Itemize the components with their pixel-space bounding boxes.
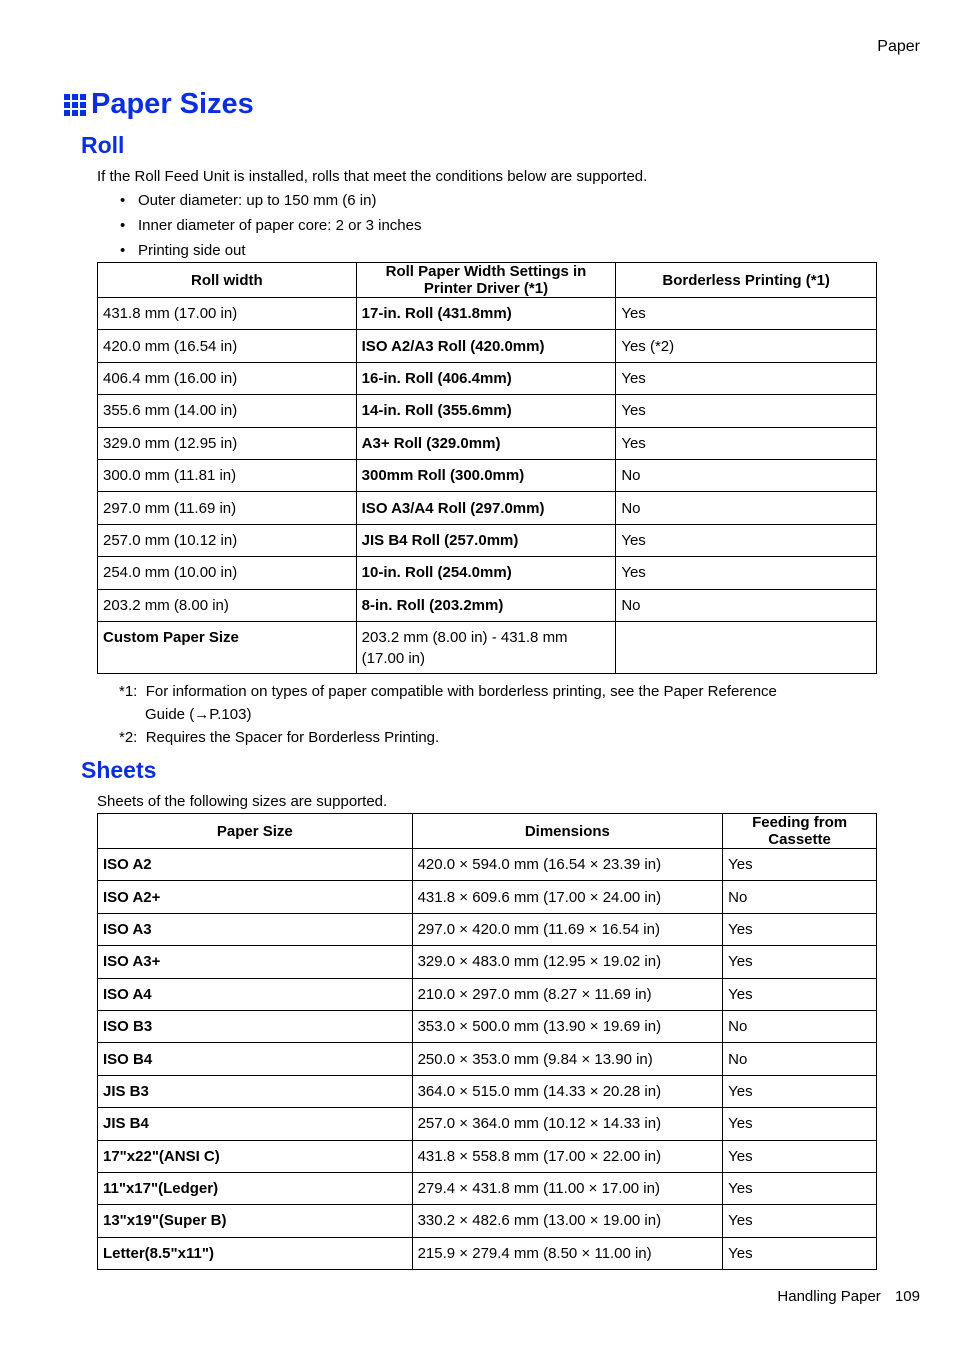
table-row: [98, 589, 877, 621]
table-cell: 250.0 × 353.0 mm (9.84 × 13.90 in): [412, 1043, 723, 1075]
table-cell: No: [616, 589, 877, 621]
table-cell: Yes: [723, 1108, 877, 1140]
list-item: • Printing side out: [120, 242, 246, 259]
table-cell: ISO A3/A4 Roll (297.0mm): [356, 492, 616, 524]
table-row: [98, 492, 877, 524]
table-cell: Yes: [616, 557, 877, 589]
column-header: Roll Paper Width Settings in Printer Driver (*1): [356, 263, 616, 298]
table-row: [98, 1172, 877, 1204]
table-cell: ISO B4: [98, 1043, 413, 1075]
table-cell: No: [616, 492, 877, 524]
footnote-1: *1: For information on types of paper compatible with borderless printing, see the Paper Reference: [119, 683, 777, 700]
table-cell: JIS B4 Roll (257.0mm): [356, 524, 616, 556]
table-cell: ISO A3+: [98, 946, 413, 978]
table-cell: JIS B3: [98, 1075, 413, 1107]
table-cell: No: [616, 459, 877, 491]
sheets-heading: Sheets: [81, 757, 157, 783]
table-cell: Yes: [723, 913, 877, 945]
page-title-text: Paper Sizes: [91, 88, 254, 120]
table-cell: Yes: [723, 978, 877, 1010]
table-cell: 215.9 × 279.4 mm (8.50 × 11.00 in): [412, 1237, 723, 1269]
table-header-row: [98, 814, 877, 849]
table-row-custom: [98, 621, 877, 673]
table-cell: [616, 621, 877, 673]
table-cell: Yes: [723, 1140, 877, 1172]
table-cell: Yes (*2): [616, 330, 877, 362]
column-header: Paper Size: [98, 814, 413, 849]
table-cell: 431.8 × 609.6 mm (17.00 × 24.00 in): [412, 881, 723, 913]
table-row: [98, 913, 877, 945]
table-cell: No: [723, 1043, 877, 1075]
table-cell: ISO A2+: [98, 881, 413, 913]
table-row: [98, 1010, 877, 1042]
roll-table: [97, 262, 877, 674]
column-header: Dimensions: [412, 814, 723, 849]
page-footer: [777, 1288, 920, 1305]
page-number: 109: [894, 1288, 920, 1305]
roll-intro: If the Roll Feed Unit is installed, rolls that meet the conditions below are supported.: [97, 168, 648, 185]
table-row: [98, 362, 877, 394]
column-header: Feeding from Cassette: [723, 814, 877, 849]
table-cell: No: [723, 1010, 877, 1042]
list-item: • Inner diameter of paper core: 2 or 3 inches: [120, 217, 422, 234]
table-cell: 300mm Roll (300.0mm): [356, 459, 616, 491]
table-cell: 300.0 mm (11.81 in): [98, 459, 357, 491]
footnote-2: *2: Requires the Spacer for Borderless Printing.: [119, 729, 440, 746]
table-row: [98, 524, 877, 556]
table-cell: 17"x22"(ANSI C): [98, 1140, 413, 1172]
table-cell: Letter(8.5"x11"): [98, 1237, 413, 1269]
table-cell: ISO A4: [98, 978, 413, 1010]
table-cell: 364.0 × 515.0 mm (14.33 × 20.28 in): [412, 1075, 723, 1107]
table-row: [98, 1205, 877, 1237]
grid-icon: [64, 94, 86, 116]
column-header: Borderless Printing (*1): [616, 263, 877, 298]
table-cell: 13"x19"(Super B): [98, 1205, 413, 1237]
table-row: [98, 978, 877, 1010]
table-cell: 254.0 mm (10.00 in): [98, 557, 357, 589]
page-title: [64, 88, 254, 121]
roll-conditions-list: [97, 190, 422, 265]
table-cell: 11"x17"(Ledger): [98, 1172, 413, 1204]
table-cell: Yes: [723, 1075, 877, 1107]
table-cell: 329.0 mm (12.95 in): [98, 427, 357, 459]
table-row: [98, 881, 877, 913]
table-cell: 14-in. Roll (355.6mm): [356, 395, 616, 427]
table-cell: 431.8 × 558.8 mm (17.00 × 22.00 in): [412, 1140, 723, 1172]
table-cell: Yes: [723, 946, 877, 978]
table-cell: Yes: [723, 1172, 877, 1204]
table-cell: 353.0 × 500.0 mm (13.90 × 19.69 in): [412, 1010, 723, 1042]
footer-section: Handling Paper: [777, 1288, 881, 1305]
table-row: [98, 557, 877, 589]
table-cell: 420.0 × 594.0 mm (16.54 × 23.39 in): [412, 849, 723, 881]
table-row: [98, 849, 877, 881]
footnote-1-cont: Guide (→P.103): [145, 706, 252, 723]
table-cell: 257.0 mm (10.12 in): [98, 524, 357, 556]
table-cell: ISO B3: [98, 1010, 413, 1042]
table-cell: Yes: [723, 1237, 877, 1269]
table-row: [98, 395, 877, 427]
table-row: [98, 459, 877, 491]
table-header-row: [98, 263, 877, 298]
table-cell: Yes: [616, 524, 877, 556]
table-cell: JIS B4: [98, 1108, 413, 1140]
sheets-table: [97, 813, 877, 1270]
table-cell: Yes: [616, 298, 877, 330]
table-cell: Yes: [616, 427, 877, 459]
table-cell: Yes: [616, 362, 877, 394]
table-row: [98, 1075, 877, 1107]
table-cell: 10-in. Roll (254.0mm): [356, 557, 616, 589]
table-cell: ISO A2/A3 Roll (420.0mm): [356, 330, 616, 362]
table-cell: ISO A2: [98, 849, 413, 881]
sheets-intro: Sheets of the following sizes are supported.: [97, 793, 388, 810]
table-cell: 16-in. Roll (406.4mm): [356, 362, 616, 394]
table-cell: 355.6 mm (14.00 in): [98, 395, 357, 427]
table-row: [98, 1140, 877, 1172]
table-cell: 297.0 mm (11.69 in): [98, 492, 357, 524]
table-row: [98, 427, 877, 459]
table-cell: Yes: [723, 1205, 877, 1237]
table-cell: ISO A3: [98, 913, 413, 945]
table-cell: Yes: [723, 849, 877, 881]
table-cell: 17-in. Roll (431.8mm): [356, 298, 616, 330]
table-row: [98, 1237, 877, 1269]
column-header: Roll width: [98, 263, 357, 298]
table-cell: 279.4 × 431.8 mm (11.00 × 17.00 in): [412, 1172, 723, 1204]
table-cell: 431.8 mm (17.00 in): [98, 298, 357, 330]
table-row: [98, 330, 877, 362]
table-cell: No: [723, 881, 877, 913]
table-cell: A3+ Roll (329.0mm): [356, 427, 616, 459]
table-cell: 330.2 × 482.6 mm (13.00 × 19.00 in): [412, 1205, 723, 1237]
table-cell: Custom Paper Size: [98, 621, 357, 673]
table-cell: 297.0 × 420.0 mm (11.69 × 16.54 in): [412, 913, 723, 945]
table-cell: 210.0 × 297.0 mm (8.27 × 11.69 in): [412, 978, 723, 1010]
table-row: [98, 1108, 877, 1140]
table-cell: 203.2 mm (8.00 in): [98, 589, 357, 621]
table-cell: 257.0 × 364.0 mm (10.12 × 14.33 in): [412, 1108, 723, 1140]
table-cell: 203.2 mm (8.00 in) - 431.8 mm (17.00 in): [356, 621, 616, 673]
table-cell: 329.0 × 483.0 mm (12.95 × 19.02 in): [412, 946, 723, 978]
roll-heading: Roll: [81, 132, 125, 158]
table-row: [98, 946, 877, 978]
list-item: • Outer diameter: up to 150 mm (6 in): [120, 192, 377, 209]
table-cell: 8-in. Roll (203.2mm): [356, 589, 616, 621]
roll-footnotes: [119, 680, 777, 749]
table-cell: Yes: [616, 395, 877, 427]
table-row: [98, 1043, 877, 1075]
table-row: [98, 298, 877, 330]
table-cell: 406.4 mm (16.00 in): [98, 362, 357, 394]
table-cell: 420.0 mm (16.54 in): [98, 330, 357, 362]
running-header: Paper: [877, 38, 920, 55]
